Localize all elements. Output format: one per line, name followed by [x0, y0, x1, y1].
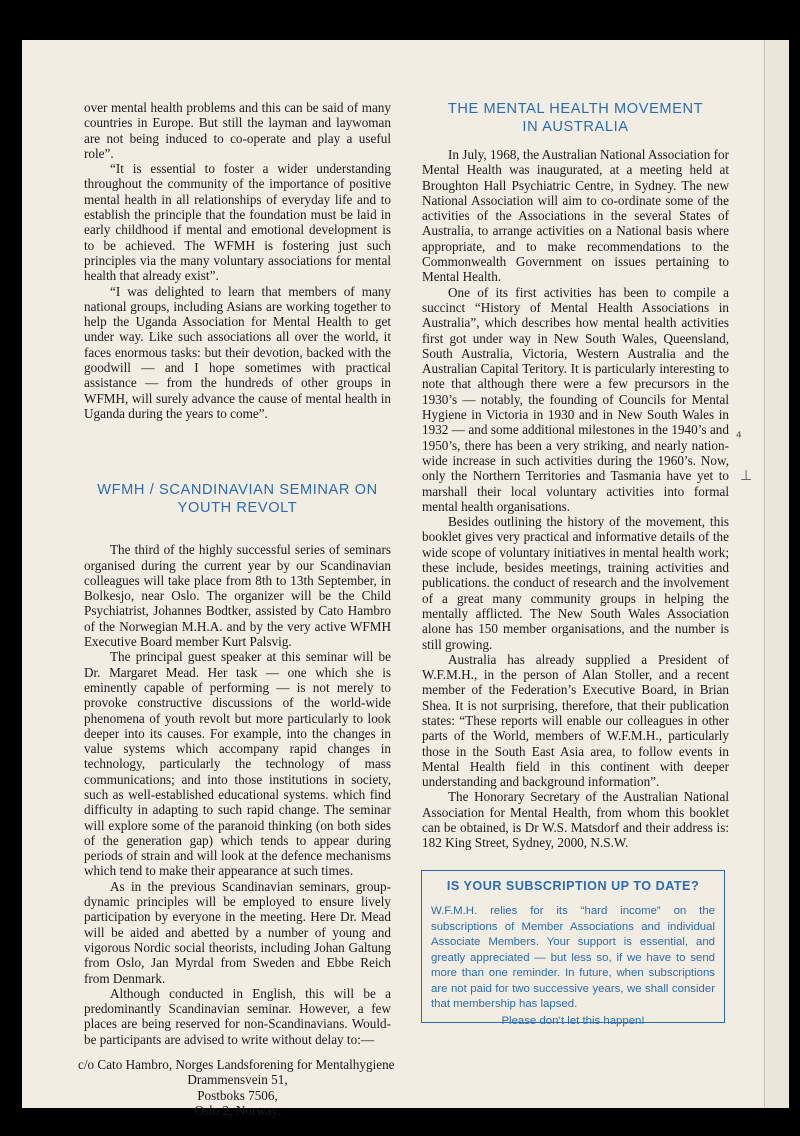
- paragraph: In July, 1968, the Australian National Association for Mental Health was inaugurated, at a meeting held at Broughton Hall Psychiatric Centre, in Sydney. The new National Association will aim to co-ordinate some of the activities of the Associations in the several States of Australia, to arrange activities on a National basis where appropriate, and to make recommendations to the Commonwealth Government on issues pertaining to Mental Health.: [422, 147, 729, 285]
- paragraph: The principal guest speaker at this seminar will be Dr. Margaret Mead. Her task — one which she is eminently capable of performing — is not merely to provoke constructive discussions of the world-wide phenomena of youth revolt but more particularly to look deeper into its causes. For example, into the changes in value systems which accompany rapid changes in technology, particularly the technology of mass communications; and into those institutions in society, such as well-established educational systems. which find difficulty in adapting to such rapid change. The seminar will explore some of the paranoid thinking (on both sides of the generation gap) which tends to appear during periods of strain and will look at the defence mechanisms which tend to make their appearance at such times.: [84, 649, 391, 879]
- paragraph: One of its first activities has been to compile a succinct “History of Mental Health Associations in Australia”, which describes how mental health activities first got under way in New South Wales, Queensland, South Australia, Victoria, Western Australia and the Australian Capital Teritory. It is particularly interesting to note that although there were a few precursors in the 1930’s — notably, the founding of Councils for Mental Hygiene in Victoria in 1930 and in New South Wales in 1932 — and some additional milestones in the 1940’s and 1950’s, there has been a very striking, and nearly nation-wide increase in such activities during the 1960’s. Now, only the Northern Territories and Tasmania have yet to marshall their local voluntary activities into formal mental health organisations.: [422, 284, 729, 514]
- seminar-heading: [84, 481, 391, 517]
- australia-heading-line: THE MENTAL HEALTH MOVEMENT: [447, 101, 704, 117]
- paragraph: Besides outlining the history of the movement, this booklet gives very practical and informative details of the wide scope of voluntary initiatives in mental health work; these include, besides meetings, training activities and publications. the conduct of research and the involvement of a great many community groups in helping the mentally afflicted. The New South Wales Association alone has 150 member organisations, and the number is still growing.: [422, 514, 729, 652]
- subscription-closing: Please don’t let this happen!: [501, 1014, 645, 1027]
- paragraph: As in the previous Scandinavian seminars, group-dynamic principles will be employed to ensure lively participation by everyone in the meeting. Here Dr. Mead will be aided and abetted by a number of young and vigorous Nordic social theorists, including Johan Galtung from Oslo, Jan Myrdal from Sweden and Ebbe Reich from Denmark.: [84, 878, 391, 986]
- paragraph: “It is essential to foster a wider understanding throughout the community of the importance of positive mental health in all relationships of everyday life and to establish the principle that the foundation must be laid in early childhood if mental and emotional development is to be achieved. The WFMH is fostering just such principles via the many voluntary associations for mental health that already exist”.: [84, 161, 391, 284]
- seminar-heading-line: WFMH / SCANDINAVIAN SEMINAR ON: [97, 482, 378, 499]
- subscription-box: [421, 870, 725, 1027]
- address-line: Oslo 2, Norway.: [194, 1102, 281, 1118]
- paragraph: Although conducted in English, this will be a predominantly Scandinavian seminar. However, a few places are being reserved for non-Scandinavians. Would-be participants are advised to write without delay to:—: [84, 985, 391, 1047]
- subscription-body: W.F.M.H. relies for its “hard income” on the subscriptions of Member Associations and individual Associate Members. Your support is essential, and greatly appreciated — but less so, if we have to send more than one reminder. In future, when subscriptions are not paid for two successive years, we shall consider that membership has lapsed.: [431, 905, 715, 1010]
- margin-mark: ⊥: [740, 468, 753, 484]
- paragraph: The Honorary Secretary of the Australian National Association for Mental Health, from whom this booklet can be obtained, is Dr W.S. Matsdorf and their address is: 182 King Street, Sydney, 2000, N.S.W.: [422, 789, 729, 851]
- australia-heading: [422, 100, 729, 136]
- address-block: [78, 1057, 395, 1118]
- paragraph: Australia has already supplied a President of W.F.M.H., in the person of Alan Stoller, and a recent member of the Federation’s Executive Board, in Brian Shea. It is not surprising, therefore, that their publication states: “These reports will enable our colleagues in other parts of the World, members of W.F.M.H., particularly those in the South East Asia area, to follow events in Mental Health field in this continent with deeper understanding and background information”.: [422, 651, 729, 790]
- address-line: Postboks 7506,: [197, 1087, 278, 1103]
- left-column: [78, 100, 395, 1118]
- address-line: c/o Cato Hambro, Norges Landsforening for Mentalhygiene: [78, 1057, 395, 1073]
- seminar-heading-line: YOUTH REVOLT: [177, 500, 298, 517]
- right-column: [422, 100, 729, 851]
- subscription-title: IS YOUR SUBSCRIPTION UP TO DATE?: [446, 879, 700, 893]
- paragraph: The third of the highly successful series of seminars organised during the current year by our Scandinavian colleagues will take place from 8th to 13th September, in Bolkesjo, near Oslo. The organizer will be the Child Psychiatrist, Johannes Bodtker, assisted by Cato Hambro of the Norwegian M.H.A. and by the very active WFMH Executive Board member Kurt Palsvig.: [84, 542, 391, 650]
- paragraph: over mental health problems and this can be said of many countries in Europe. But still the layman and laywoman are not being induced to co-operate and play a useful role”.: [84, 100, 391, 161]
- margin-mark: ⁴: [736, 430, 742, 446]
- page-edge: [764, 40, 789, 1108]
- australia-heading-line: IN AUSTRALIA: [522, 119, 629, 135]
- address-line: Drammensvein 51,: [187, 1072, 288, 1088]
- paragraph: “I was delighted to learn that members of many national groups, including Asians are working together to help the Uganda Association for Mental Health to get under way. Like such associations all over the world, it faces enormous tasks: but their devotion, backed with the goodwill — and I hope sometimes with practical assistance — from the hundreds of other groups in WFMH, will surely advance the cause of mental health in Uganda during the years to come”.: [84, 283, 391, 421]
